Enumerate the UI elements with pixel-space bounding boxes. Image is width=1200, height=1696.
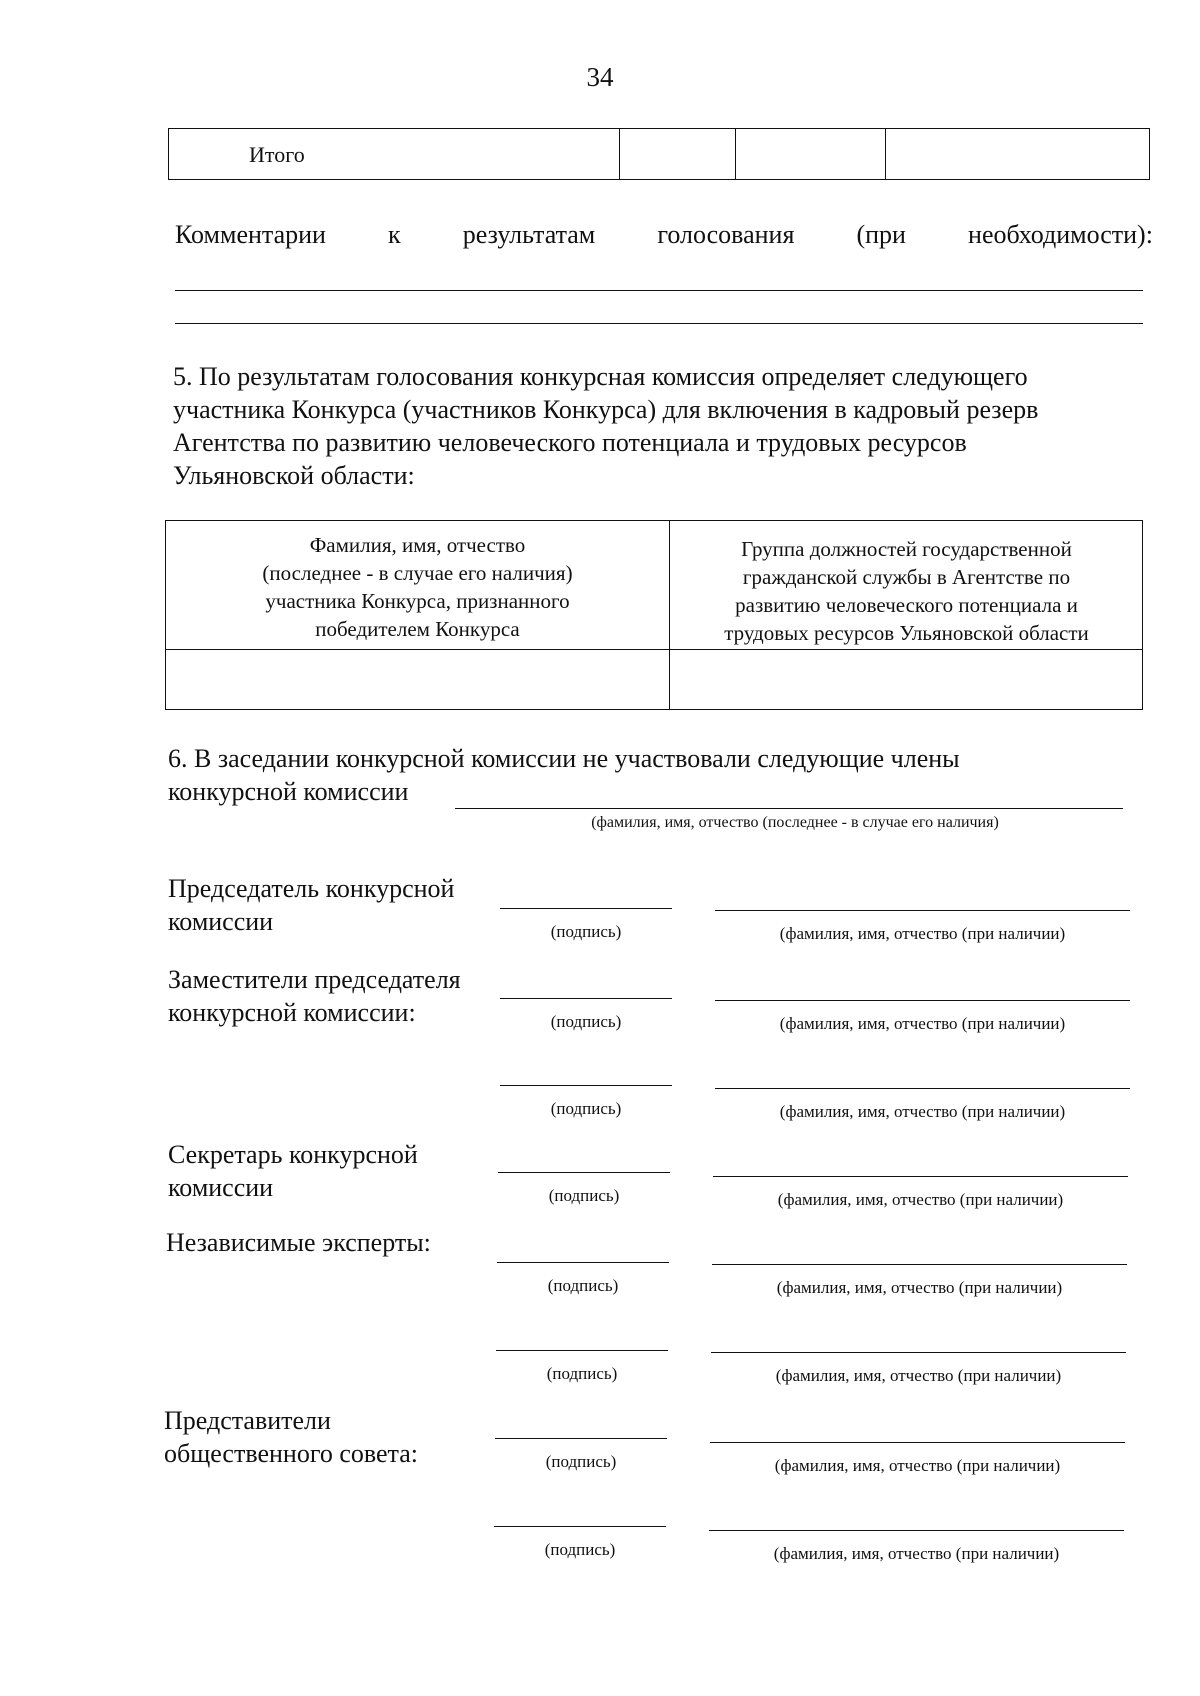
name-line[interactable] <box>715 1088 1130 1089</box>
absent-members-caption: (фамилия, имя, отчество (последнее - в случае его наличия) <box>591 814 999 831</box>
signature-line[interactable] <box>500 1085 672 1086</box>
signature-line[interactable] <box>496 1350 668 1351</box>
signature-caption: (подпись) <box>546 1364 618 1383</box>
role-secretary: Секретарь конкурсной комиссии <box>168 1140 418 1202</box>
name-line[interactable] <box>711 1352 1126 1353</box>
column-divider <box>669 521 670 709</box>
absent-members-line[interactable] <box>455 808 1123 809</box>
row-divider <box>166 649 1142 650</box>
signature-caption: (подпись) <box>547 1276 619 1295</box>
column-header-position-group: Группа должностей государственной гражданской службы в Агентстве по развитию человеческого потенциала и трудовых ресурсов Ульяновской области <box>724 537 1089 645</box>
totals-table <box>168 128 1150 180</box>
name-line[interactable] <box>712 1264 1127 1265</box>
name-caption: (фамилия, имя, отчество (при наличии) <box>773 1544 1060 1563</box>
comments-heading: Комментарии к результатам голосования (при необходимости): <box>175 220 1153 249</box>
totals-cell <box>735 129 736 179</box>
name-caption: (фамилия, имя, отчество (при наличии) <box>774 1456 1061 1475</box>
signature-caption: (подпись) <box>550 1012 622 1031</box>
totals-cell <box>619 129 620 179</box>
signature-line[interactable] <box>500 998 672 999</box>
role-experts: Независимые эксперты: <box>166 1228 431 1257</box>
signature-caption: (подпись) <box>550 922 622 941</box>
comment-line[interactable] <box>175 290 1143 291</box>
name-line[interactable] <box>715 1000 1130 1001</box>
signature-line[interactable] <box>494 1526 666 1527</box>
signature-line[interactable] <box>495 1438 667 1439</box>
signature-caption: (подпись) <box>550 1099 622 1118</box>
signature-line[interactable] <box>497 1262 669 1263</box>
name-caption: (фамилия, имя, отчество (при наличии) <box>777 1190 1064 1209</box>
column-header-name: Фамилия, имя, отчество (последнее - в случае его наличия) участника Конкурса, признанного победителем Конкурса <box>262 533 573 641</box>
name-caption: (фамилия, имя, отчество (при наличии) <box>776 1278 1063 1297</box>
signature-caption: (подпись) <box>544 1540 616 1559</box>
signature-line[interactable] <box>500 908 672 909</box>
comment-line[interactable] <box>175 323 1143 324</box>
role-deputies: Заместители председателя конкурсной комиссии: <box>168 965 461 1027</box>
name-line[interactable] <box>713 1176 1128 1177</box>
role-chair: Председатель конкурсной комиссии <box>168 874 455 936</box>
name-caption: (фамилия, имя, отчество (при наличии) <box>775 1366 1062 1385</box>
name-caption: (фамилия, имя, отчество (при наличии) <box>779 1014 1066 1033</box>
totals-cell <box>885 129 886 179</box>
signature-caption: (подпись) <box>548 1186 620 1205</box>
name-line[interactable] <box>709 1530 1124 1531</box>
signature-line[interactable] <box>498 1172 670 1173</box>
winners-table <box>165 520 1143 710</box>
name-line[interactable] <box>710 1442 1125 1443</box>
role-council: Представители общественного совета: <box>164 1406 418 1468</box>
totals-label: Итого <box>249 142 305 167</box>
name-caption: (фамилия, имя, отчество (при наличии) <box>779 1102 1066 1121</box>
page-number: 34 <box>586 62 614 92</box>
section-5-paragraph: 5. По результатам голосования конкурсная комиссия определяет следующего участника Конкурса (участников Конкурса) для включения в кадровый резерв Агентства по развитию человеческого потенциала и трудовых ресурсов Ульяновской области: <box>173 362 1039 490</box>
name-caption: (фамилия, имя, отчество (при наличии) <box>779 924 1066 943</box>
signature-caption: (подпись) <box>545 1452 617 1471</box>
name-line[interactable] <box>715 910 1130 911</box>
section-6-paragraph: 6. В заседании конкурсной комиссии не участвовали следующие члены конкурсной комиссии <box>168 744 960 806</box>
